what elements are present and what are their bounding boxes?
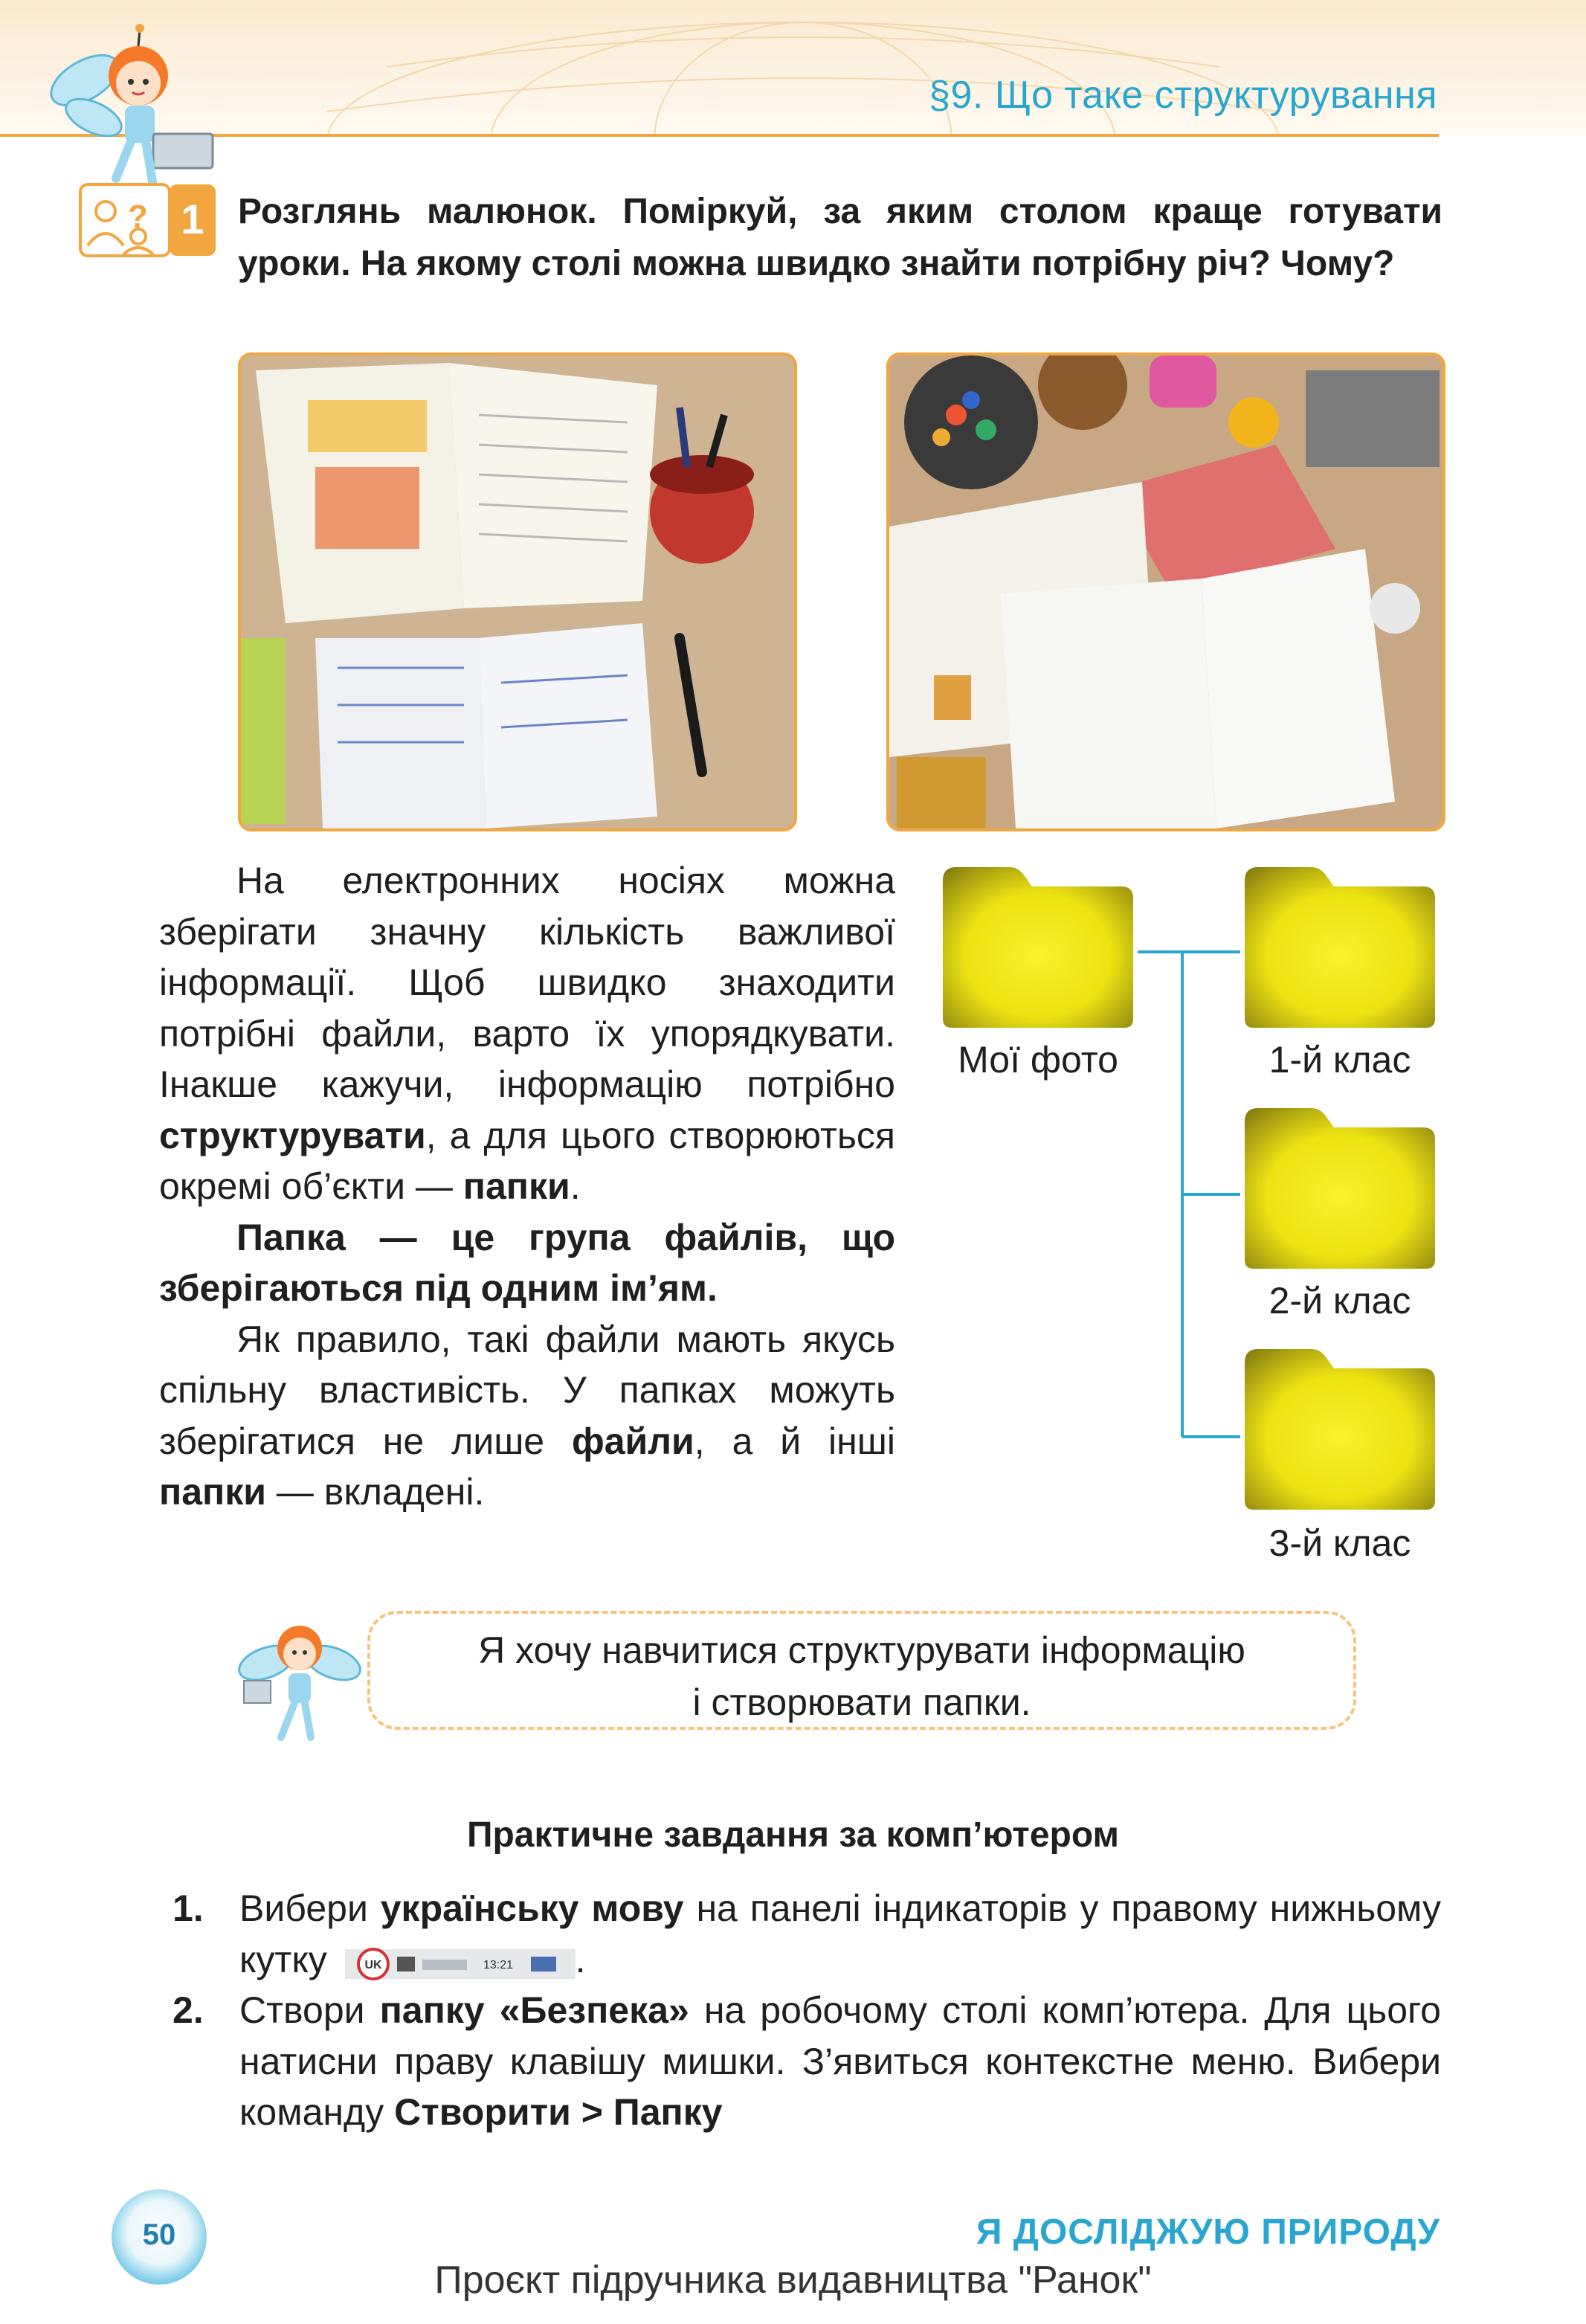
text-run: на панелі індикаторів у правому нижньому кутку: [239, 1887, 1441, 1980]
folder-label-class1: 1-й клас: [1269, 1039, 1411, 1081]
folder-icon: [1240, 863, 1440, 1032]
folder-icon: [938, 863, 1138, 1032]
task-index: 1.: [173, 1887, 204, 1929]
folder-label-class2: 2-й клас: [1269, 1280, 1411, 1322]
photo-tidy-desk: [238, 353, 797, 831]
text-run: — вкладені.: [265, 1471, 485, 1513]
text-run: Вибери: [239, 1887, 381, 1929]
system-tray-image: [345, 1944, 576, 1980]
task-question: Розглянь малюнок. Поміркуй, за яким столом краще готувати уроки. На якому столі можна швидко знайти потрібну річ? Чому?: [238, 192, 1442, 283]
folder-label-class3: 3-й клас: [1269, 1522, 1411, 1564]
practice-task-list: [173, 1883, 1441, 2138]
tray-language: UK: [364, 1959, 382, 1972]
task-number: 1: [181, 196, 204, 242]
tidy-desk-image: [241, 355, 794, 828]
term-folders: папки: [159, 1471, 266, 1513]
fairy-small-icon: [236, 1611, 363, 1745]
page-number: 50: [142, 2218, 176, 2251]
text-run: .: [570, 1165, 581, 1207]
text-run: на робочому столі комп’ютера. Для цього натисни праву клавішу мишки. З’явиться контекстне меню. Вибери команду: [239, 1989, 1441, 2133]
text-run: Створи: [239, 1989, 380, 2031]
footer-note: Проєкт підручника видавництва "Ранок": [434, 2259, 1152, 2302]
folder-icon: [1240, 1104, 1440, 1273]
text-run: .: [575, 1938, 586, 1980]
folder-tree-lines: [1138, 949, 1242, 1440]
term-folders: папки: [462, 1165, 570, 1207]
folder-icon: [1240, 1345, 1440, 1514]
task-index: 2.: [173, 1989, 204, 2031]
task-badge: [79, 183, 217, 257]
term-structure: структурувати: [159, 1114, 426, 1156]
body-text: [159, 855, 895, 1518]
book-series-title: Я ДОСЛІДЖУЮ ПРИРОДУ: [976, 2212, 1440, 2252]
section-title: §9. Що таке структурування: [929, 74, 1437, 117]
practice-title: Практичне завдання за комп’ютером: [466, 1815, 1120, 1855]
paragraph-intro: [159, 855, 895, 1212]
speech-line: Я хочу навчитися структурувати інформацію: [478, 1629, 1245, 1671]
folder-label-root: Мої фото: [958, 1039, 1118, 1081]
term-folder-safety: папку «Безпека»: [379, 1989, 689, 2031]
text-run: На електронних носіях можна зберігати значну кількість важливої інформації. Щоб швидко знаходити потрібні файли, варто їх упорядкувати. Інакше кажучи, інформацію потрібно: [159, 860, 895, 1105]
fairy-mascot-icon: [42, 22, 220, 201]
text-run: Як правило, такі файли мають якусь спільну властивість. У папках можуть зберігатися не лише: [159, 1318, 895, 1462]
text-run: , а й інші: [694, 1420, 895, 1462]
tray-clock: 13:21: [483, 1959, 513, 1972]
paragraph-files: [159, 1314, 895, 1518]
term-ukrainian: українську мову: [380, 1887, 684, 1929]
text-run: , а для цього створюються окремі об’єкти —: [159, 1114, 895, 1207]
practice-task: [173, 1883, 1441, 1985]
speech-line: і створювати папки.: [692, 1681, 1031, 1723]
definition: Папка — це група файлів, що зберігаються під одним ім’ям.: [159, 1216, 895, 1309]
svg-text:?: ?: [128, 199, 148, 235]
term-files: файли: [572, 1420, 694, 1462]
messy-desk-image: [889, 355, 1442, 828]
practice-task: [173, 1985, 1441, 2138]
photo-messy-desk: [886, 353, 1445, 831]
term-create-folder: Створити > Папку: [394, 2091, 723, 2133]
speech-bubble-text: [367, 1624, 1356, 1728]
